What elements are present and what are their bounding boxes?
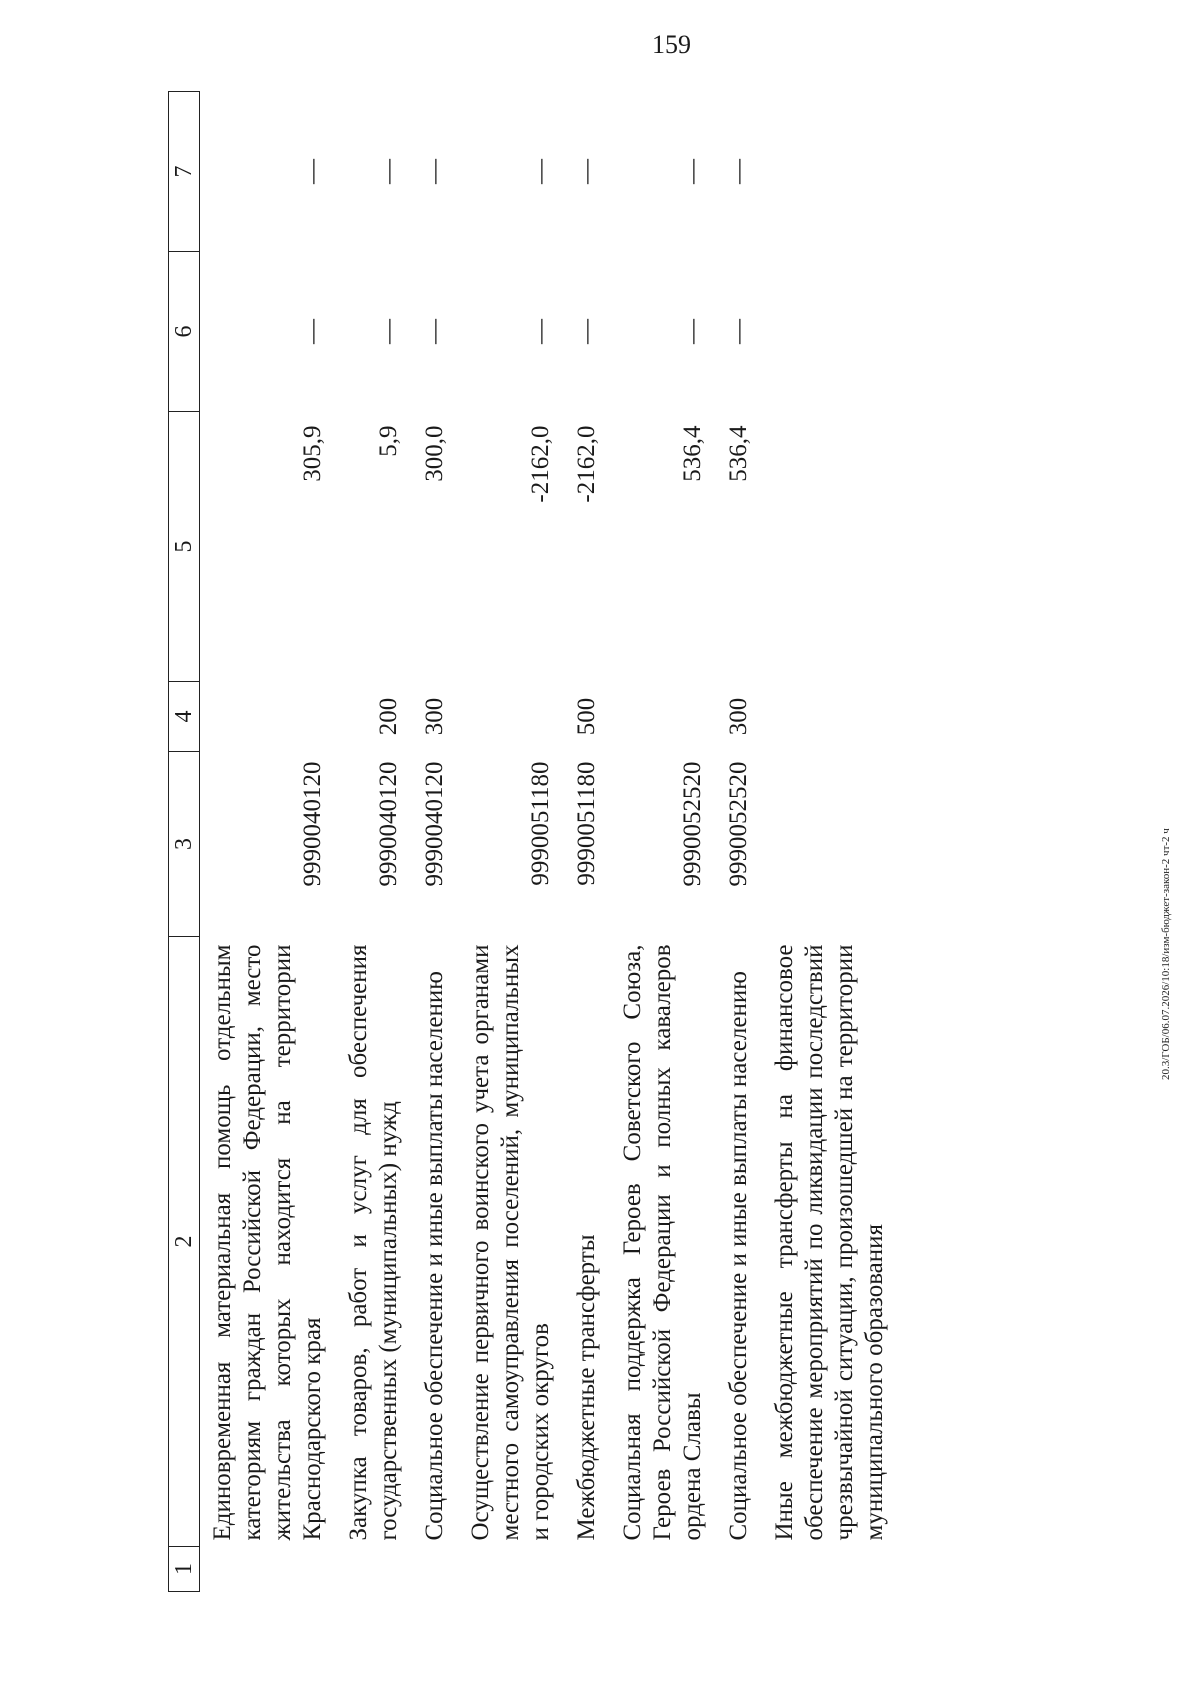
cell-target-code: 9990052520 — [679, 761, 706, 887]
table-row — [610, 92, 716, 1592]
cell-col1 — [200, 1547, 337, 1592]
cell-col6: — — [573, 319, 600, 344]
cell-expense-type: 500 — [573, 697, 600, 736]
cell-expense-type — [200, 682, 337, 752]
page-number: 159 — [652, 30, 691, 59]
cell-amount: 536,4 — [725, 425, 752, 482]
cell-col7: — — [679, 159, 706, 184]
document-footer-code: 20.3/ГОБ/06.07.2026/10:18/изм-бюджет-закон-2 чт-2 ч — [1160, 828, 1172, 1080]
cell-col6: — — [725, 319, 752, 344]
cell-target-code: 9990051180 — [527, 761, 554, 886]
cell-amount: 536,4 — [679, 425, 706, 482]
cell-col6 — [762, 252, 898, 412]
table-row — [762, 92, 898, 1592]
cell-target-code: 9990051180 — [573, 761, 600, 886]
header-col-5: 5 — [169, 412, 200, 682]
table-row — [336, 92, 412, 1592]
cell-expense-type — [610, 682, 716, 752]
cell-expense-type: 300 — [725, 697, 752, 736]
cell-col7: — — [375, 159, 402, 184]
cell-col7: — — [299, 159, 326, 184]
cell-col1 — [762, 1547, 898, 1592]
header-col-2: 2 — [169, 937, 200, 1547]
cell-expense-type — [762, 682, 898, 752]
header-col-1: 1 — [169, 1547, 200, 1592]
cell-description: Закупка товаров, работ и услуг для обеспечения государственных (муниципальных) нужд — [345, 944, 402, 1541]
header-col-3: 3 — [169, 752, 200, 937]
cell-target-code: 9990040120 — [299, 761, 326, 887]
budget-table — [168, 91, 898, 1592]
cell-col6: — — [421, 319, 448, 344]
cell-amount — [762, 412, 898, 682]
table-row — [564, 92, 610, 1592]
cell-amount: 300,0 — [421, 425, 448, 482]
table-body — [200, 92, 899, 1592]
header-col-6: 6 — [169, 252, 200, 412]
cell-description: Социальное обеспечение и иные выплаты населению — [725, 971, 752, 1541]
cell-description: Социальная поддержка Героев Советского Союза, Героев Российской Федерации и полных кавалеров ордена Славы — [619, 944, 706, 1541]
cell-col1 — [716, 1547, 762, 1592]
cell-description: Межбюджетные трансферты — [573, 1234, 600, 1541]
cell-col6: — — [527, 319, 554, 344]
table-row — [412, 92, 458, 1592]
table-row — [200, 92, 337, 1592]
cell-col6: — — [299, 319, 326, 344]
cell-col1 — [610, 1547, 716, 1592]
cell-col1 — [412, 1547, 458, 1592]
cell-target-code: 9990052520 — [725, 761, 752, 887]
table-header-row — [169, 92, 200, 1592]
cell-col7 — [762, 92, 898, 252]
cell-col7: — — [421, 159, 448, 184]
cell-description: Единовременная материальная помощь отдельным категориям граждан Российской Федерации, место жительства которых находится на территории Краснодарского края — [209, 944, 326, 1541]
cell-col1 — [458, 1547, 564, 1592]
header-col-7: 7 — [169, 92, 200, 252]
cell-description: Осуществление первичного воинского учета органами местного самоуправления поселений, муниципальных и городских округов — [467, 944, 554, 1541]
cell-description: Социальное обеспечение и иные выплаты населению — [421, 971, 448, 1541]
cell-target-code: 9990040120 — [375, 761, 402, 887]
cell-target-code: 9990040120 — [421, 761, 448, 887]
cell-col6: — — [679, 319, 706, 344]
cell-col1 — [336, 1547, 412, 1592]
cell-amount: -2162,0 — [527, 425, 554, 503]
cell-col1 — [564, 1547, 610, 1592]
cell-expense-type — [458, 682, 564, 752]
cell-amount: -2162,0 — [573, 425, 600, 503]
cell-col7: — — [527, 159, 554, 184]
cell-col6: — — [375, 319, 402, 344]
budget-table-frame — [168, 92, 1168, 1592]
cell-expense-type: 200 — [375, 697, 402, 736]
cell-target-code — [762, 752, 898, 937]
cell-col7: — — [573, 159, 600, 184]
cell-amount: 305,9 — [299, 425, 326, 482]
header-col-4: 4 — [169, 682, 200, 752]
cell-expense-type: 300 — [421, 697, 448, 736]
table-row — [716, 92, 762, 1592]
cell-description: Иные межбюджетные трансферты на финансовое обеспечение мероприятий по ликвидации последствий чрезвычайной ситуации, произошедшей на территории муниципального образования — [771, 944, 888, 1541]
table-row — [458, 92, 564, 1592]
cell-col7: — — [725, 159, 752, 184]
cell-amount: 5,9 — [375, 425, 402, 457]
